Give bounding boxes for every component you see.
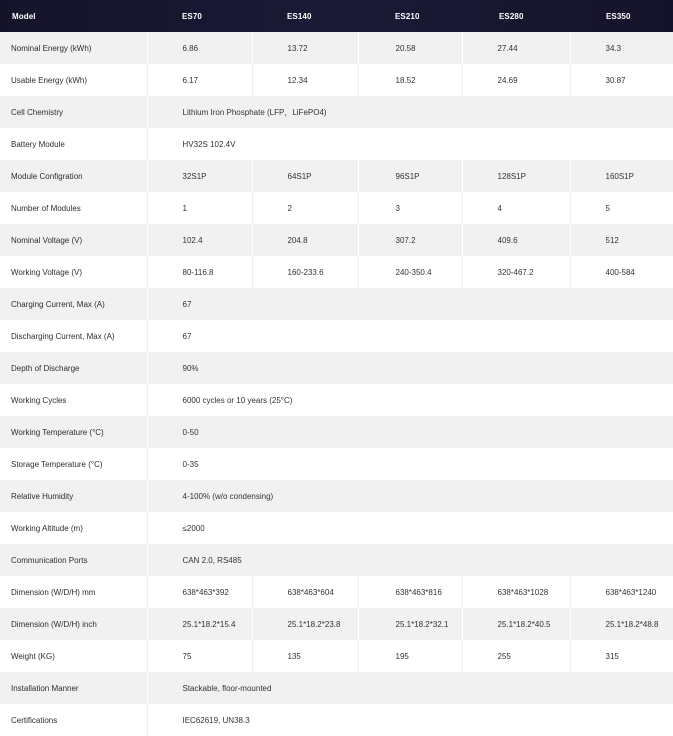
row-value: 307.2 — [358, 224, 462, 256]
row-value: 638*463*1240 — [570, 576, 673, 608]
row-value: 24.69 — [462, 64, 570, 96]
table-row — [0, 96, 673, 128]
header-model-es140: ES140 — [287, 11, 312, 21]
table-row — [0, 128, 673, 160]
table-row — [0, 192, 673, 224]
row-label: Storage Temperature (°C) — [11, 459, 103, 469]
table-row — [0, 640, 673, 672]
header-model-es70: ES70 — [182, 11, 202, 21]
row-shared-value: 4-100% (w/o condensing) — [147, 480, 673, 512]
row-value: 96S1P — [358, 160, 462, 192]
table-row — [0, 672, 673, 704]
table-row — [0, 256, 673, 288]
row-label: Discharging Current, Max (A) — [11, 331, 115, 341]
row-value: 25.1*18.2*23.8 — [252, 608, 358, 640]
table-row — [0, 160, 673, 192]
table-row — [0, 544, 673, 576]
row-value: 638*463*816 — [358, 576, 462, 608]
row-value: 25.1*18.2*48.8 — [570, 608, 673, 640]
row-shared-value: 0-35 — [147, 448, 673, 480]
row-shared-value: 67 — [147, 288, 673, 320]
row-shared-value: CAN 2.0, RS485 — [147, 544, 673, 576]
row-value: 3 — [358, 192, 462, 224]
row-value: 160-233.6 — [252, 256, 358, 288]
row-value: 20.58 — [358, 32, 462, 64]
row-label: Module Configration — [11, 171, 83, 181]
row-value: 409.6 — [462, 224, 570, 256]
row-value: 25.1*18.2*40.5 — [462, 608, 570, 640]
table-row — [0, 704, 673, 736]
row-label: Working Altitude (m) — [11, 523, 83, 533]
row-label: Nominal Energy (kWh) — [11, 43, 92, 53]
table-row — [0, 320, 673, 352]
header-row — [0, 0, 673, 32]
row-value: 34.3 — [570, 32, 673, 64]
row-value: 27.44 — [462, 32, 570, 64]
row-value: 102.4 — [147, 224, 252, 256]
row-label: Relative Humidity — [11, 491, 74, 501]
row-value: 32S1P — [147, 160, 252, 192]
row-label: Cell Chemistry — [11, 107, 64, 117]
row-label: Nominal Voltage (V) — [11, 235, 83, 245]
row-value: 4 — [462, 192, 570, 224]
table-row — [0, 448, 673, 480]
row-value: 13.72 — [252, 32, 358, 64]
row-shared-value: 90% — [147, 352, 673, 384]
row-value: 638*463*604 — [252, 576, 358, 608]
table-row — [0, 384, 673, 416]
row-label: Certifications — [11, 715, 58, 725]
row-value: 5 — [570, 192, 673, 224]
table-row — [0, 352, 673, 384]
row-value: 64S1P — [252, 160, 358, 192]
row-label: Working Voltage (V) — [11, 267, 82, 277]
row-label: Usable Energy (kWh) — [11, 75, 88, 85]
row-label: Working Cycles — [11, 395, 67, 405]
header-model-es280: ES280 — [499, 11, 524, 21]
table-row — [0, 288, 673, 320]
header-model-es350: ES350 — [606, 11, 631, 21]
row-value: 240-350.4 — [358, 256, 462, 288]
table-row — [0, 32, 673, 64]
header-model-label: Model — [12, 11, 36, 21]
row-value: 320-467.2 — [462, 256, 570, 288]
spec-table-header — [0, 0, 673, 32]
row-value: 30.87 — [570, 64, 673, 96]
row-value: 160S1P — [570, 160, 673, 192]
row-value: 638*463*1028 — [462, 576, 570, 608]
row-label: Charging Current, Max (A) — [11, 299, 105, 309]
row-value: 135 — [252, 640, 358, 672]
table-row — [0, 480, 673, 512]
row-value: 512 — [570, 224, 673, 256]
row-shared-value: ≤2000 — [147, 512, 673, 544]
row-label: Installation Manner — [11, 683, 79, 693]
row-shared-value: 0-50 — [147, 416, 673, 448]
row-label: Communication Ports — [11, 555, 88, 565]
table-row — [0, 64, 673, 96]
row-value: 25.1*18.2*15.4 — [147, 608, 252, 640]
table-row — [0, 608, 673, 640]
row-label: Dimension (W/D/H) inch — [11, 619, 97, 629]
row-label: Depth of Discharge — [11, 363, 80, 373]
row-value: 128S1P — [462, 160, 570, 192]
table-row — [0, 576, 673, 608]
row-shared-value: Lithium Iron Phosphate (LFP，LiFePO4) — [147, 96, 673, 128]
row-value: 400-584 — [570, 256, 673, 288]
row-value: 25.1*18.2*32.1 — [358, 608, 462, 640]
row-value: 204.8 — [252, 224, 358, 256]
table-row — [0, 416, 673, 448]
row-value: 315 — [570, 640, 673, 672]
row-value: 255 — [462, 640, 570, 672]
row-label: Working Temperature (°C) — [11, 427, 104, 437]
row-label: Dimension (W/D/H) mm — [11, 587, 96, 597]
row-label: Number of Modules — [11, 203, 81, 213]
row-value: 12.34 — [252, 64, 358, 96]
row-shared-value: HV32S 102.4V — [147, 128, 673, 160]
row-value: 18.52 — [358, 64, 462, 96]
row-shared-value: 6000 cycles or 10 years (25°C) — [147, 384, 673, 416]
table-row — [0, 224, 673, 256]
row-value: 6.86 — [147, 32, 252, 64]
spec-table-body — [0, 32, 673, 736]
row-value: 2 — [252, 192, 358, 224]
row-value: 195 — [358, 640, 462, 672]
row-shared-value: 67 — [147, 320, 673, 352]
row-value: 638*463*392 — [147, 576, 252, 608]
header-model-es210: ES210 — [395, 11, 420, 21]
row-label: Battery Module — [11, 139, 65, 149]
row-shared-value: Stackable, floor-mounted — [147, 672, 673, 704]
row-label: Weight (KG) — [11, 651, 55, 661]
table-row — [0, 512, 673, 544]
row-value: 75 — [147, 640, 252, 672]
row-value: 1 — [147, 192, 252, 224]
row-shared-value: IEC62619, UN38.3 — [147, 704, 673, 736]
row-value: 6.17 — [147, 64, 252, 96]
row-value: 80-116.8 — [147, 256, 252, 288]
